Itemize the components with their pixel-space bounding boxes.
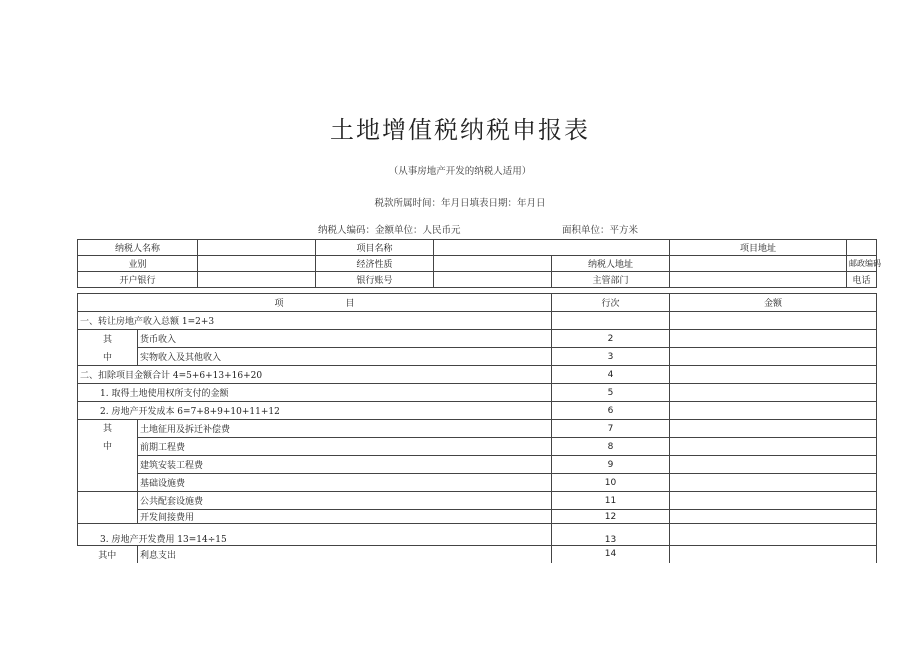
table-row	[78, 402, 877, 420]
economic-nature-label: 经济性质	[316, 256, 434, 272]
row-number: 7	[552, 420, 670, 438]
info-row-3	[78, 272, 877, 288]
row-number: 12	[552, 510, 670, 524]
project-name-field[interactable]	[434, 240, 670, 256]
table-row	[78, 312, 877, 330]
row-number: 5	[552, 384, 670, 402]
info-row-2	[78, 256, 877, 272]
table-row	[78, 366, 877, 384]
group-spacer	[78, 492, 138, 510]
row-label: 建筑安装工程费	[138, 456, 552, 474]
taxpayer-name-field[interactable]	[198, 240, 316, 256]
project-address-label: 项目地址	[670, 240, 847, 256]
amount-cell[interactable]	[670, 546, 877, 563]
amount-cell[interactable]	[670, 330, 877, 348]
row-label: 实物收入及其他收入	[138, 348, 552, 366]
taxpayer-name-label: 纳税人名称	[78, 240, 198, 256]
tax-period-line: 税款所属时间：年月日填表日期：年月日	[374, 198, 546, 209]
row-number: 10	[552, 474, 670, 492]
group-label: 其中	[78, 546, 138, 563]
table-row	[78, 510, 877, 524]
business-type-field[interactable]	[198, 256, 316, 272]
amount-cell[interactable]	[670, 366, 877, 384]
row-label: 二、扣除项目金额合计 4=5+6+13+16+20	[78, 366, 552, 384]
phone-label: 电话	[847, 272, 877, 288]
table-row	[78, 524, 877, 546]
table-row	[78, 492, 877, 510]
amount-cell[interactable]	[670, 348, 877, 366]
row-number: 11	[552, 492, 670, 510]
form-title: 土地增值税纳税申报表	[330, 116, 590, 144]
row-number	[552, 312, 670, 330]
table-row	[78, 456, 877, 474]
area-unit-line: 面积单位：平方米	[562, 225, 639, 236]
taxpayer-info-table	[77, 239, 882, 288]
taxpayer-address-field[interactable]	[670, 256, 847, 272]
item-header-char-2: 目	[345, 299, 355, 309]
amount-cell[interactable]	[670, 384, 877, 402]
row-number: 2	[552, 330, 670, 348]
row-label: 土地征用及拆迁补偿费	[138, 420, 552, 438]
row-number: 14	[552, 546, 670, 563]
item-header-char-1: 项	[274, 299, 284, 309]
table-row	[78, 420, 877, 438]
info-row-1	[78, 240, 877, 256]
row-label: 货币收入	[138, 330, 552, 348]
items-table	[77, 293, 877, 563]
row-number: 4	[552, 366, 670, 384]
table-row	[78, 330, 877, 348]
table-row	[78, 474, 877, 492]
row-label: 前期工程费	[138, 438, 552, 456]
amount-cell[interactable]	[670, 438, 877, 456]
amount-cell[interactable]	[670, 474, 877, 492]
table-row	[78, 546, 877, 563]
amount-cell[interactable]	[670, 524, 877, 546]
amount-cell[interactable]	[670, 312, 877, 330]
row-label: 一、转让房地产收入总额 1=2+3	[78, 312, 552, 330]
amount-cell[interactable]	[670, 456, 877, 474]
amount-header: 金额	[670, 294, 877, 312]
economic-nature-field[interactable]	[434, 256, 552, 272]
row-number: 9	[552, 456, 670, 474]
row-label: 1. 取得土地使用权所支付的金额	[78, 384, 552, 402]
group-spacer	[78, 474, 138, 492]
authority-label: 主管部门	[552, 272, 670, 288]
amount-cell[interactable]	[670, 402, 877, 420]
taxpayer-code-line: 纳税人编码：金额单位：人民币元	[318, 225, 461, 236]
amount-cell[interactable]	[670, 492, 877, 510]
row-label: 基础设施费	[138, 474, 552, 492]
project-address-field[interactable]	[847, 240, 877, 256]
row-label: 公共配套设施费	[138, 492, 552, 510]
table-row	[78, 384, 877, 402]
postal-code-label: 邮政编码	[847, 256, 877, 272]
items-header-row	[78, 294, 877, 312]
group-label: 中	[78, 438, 138, 456]
taxpayer-address-label: 纳税人地址	[552, 256, 670, 272]
project-name-label: 项目名称	[316, 240, 434, 256]
table-row	[78, 438, 877, 456]
row-number: 8	[552, 438, 670, 456]
row-no-header: 行次	[552, 294, 670, 312]
row-label: 2. 房地产开发成本 6=7+8+9+10+11+12	[78, 402, 552, 420]
form-subtitle: （从事房地产开发的纳税人适用）	[388, 166, 532, 177]
business-type-label: 业别	[78, 256, 198, 272]
group-spacer	[78, 456, 138, 474]
row-number: 3	[552, 348, 670, 366]
row-label: 利息支出	[138, 546, 552, 563]
row-label: 开发间接费用	[138, 510, 552, 524]
group-spacer	[78, 510, 138, 524]
row-number: 13	[552, 524, 670, 546]
item-column-header	[78, 294, 552, 312]
bank-account-label: 银行账号	[316, 272, 434, 288]
amount-cell[interactable]	[670, 510, 877, 524]
row-number: 6	[552, 402, 670, 420]
group-label: 其	[78, 420, 138, 438]
row-label: 3. 房地产开发费用 13=14÷15	[78, 524, 552, 546]
table-row	[78, 348, 877, 366]
bank-field[interactable]	[198, 272, 316, 288]
bank-label: 开户银行	[78, 272, 198, 288]
group-label: 中	[78, 348, 138, 366]
bank-account-field[interactable]	[434, 272, 552, 288]
group-label: 其	[78, 330, 138, 348]
amount-cell[interactable]	[670, 420, 877, 438]
authority-field[interactable]	[670, 272, 847, 288]
